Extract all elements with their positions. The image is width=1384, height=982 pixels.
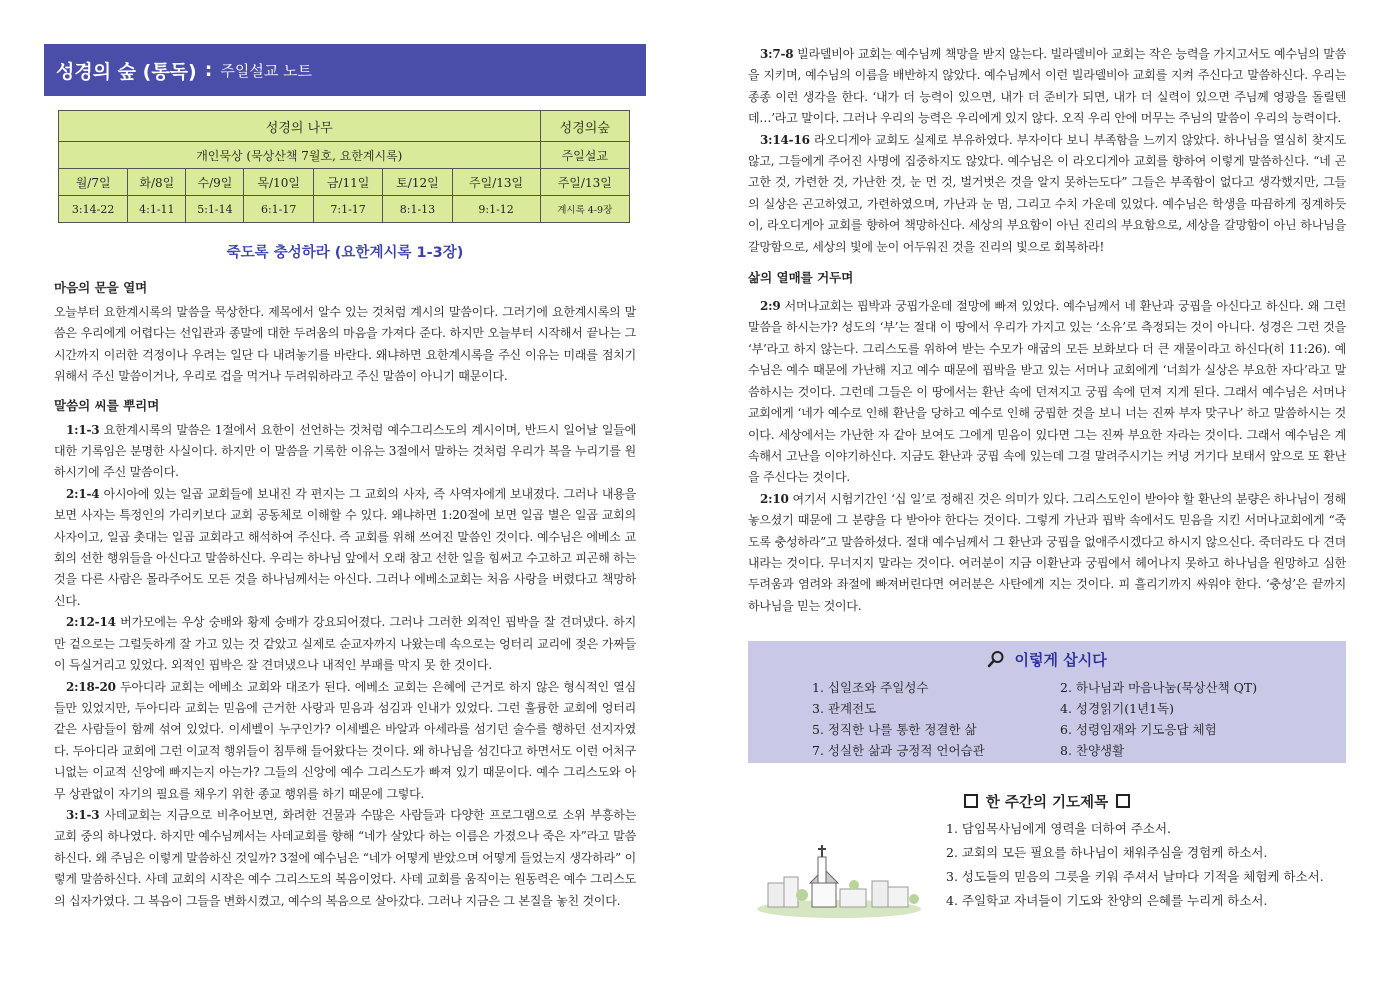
verse-paragraph [748,489,1346,617]
list-item: 2. 하나님과 마음나눔(묵상산책 QT) [1060,680,1258,696]
verse-paragraph [54,677,636,805]
title-bar [44,44,646,96]
verse-paragraph [54,420,636,484]
list-item: 3. 성도들의 믿음의 그릇을 키워 주셔서 날마다 기적을 체험케 하소서. [946,869,1324,885]
verse-ref: 1:1-3 [66,422,100,437]
title-sub: 주일설교 노트 [220,61,313,80]
verse-paragraph [54,612,636,676]
day-row [59,169,630,196]
prayer-title [748,791,1346,812]
right-column [748,44,1346,931]
title-colon: : [204,59,213,81]
sermon-label: 주일설교 [540,142,629,169]
verse-paragraph [54,484,636,612]
sermon-title: 죽도록 충성하라 (요한계시록 1-3장) [226,245,464,261]
magnifier-icon [987,651,1014,669]
verse-text: 요한계시록의 말씀은 1절에서 요한이 선언하는 것처럼 예수그리스도의 계시이며, 반드시 일어날 일들에 대한 기록임은 분명한 사실이다. 하지만 이 말씀을 기록한 이유는 3절에서 말하는 것처럼 우리가 복을 누리기를 원하시기에 주신 말씀이다. [54,422,636,480]
verse-text: 빌라델비아 교회는 예수님께 책망을 받지 않는다. 빌라델비아 교회는 작은 능력을 가지고서도 예수님의 말씀을 지키며, 예수님의 이름을 배반하지 않았다. 예수님께서 이런 빌라델비아 교회를 지켜 주신다고 말씀하신다. 우리는 종종 이런 생각을 한다. ‘내가 더 능력이 있으면, 내가 더 준비가 되면, 내가 더 실력이 있으면 주님께 영광을 돌릴텐데…’라고 말이다. 그러나 우리의 능력은 우리에게 있지 않다. 오직 우리 안에 머무는 주님의 말씀이 우리의 능력이다. [748,47,1346,126]
verse-text: 사데교회는 지금으로 비추어보면, 화려한 건물과 수많은 사람들과 다양한 프로그램으로 소위 부흥하는 교회 중의 하나였다. 하지만 예수님께서는 사데교회를 향해 “네가 살았다 하는 이름은 가졌으나 죽은 자”라고 말씀하신다. 왜 주님은 이렇게 말씀하신 것일까? 3절에 예수님은 “네가 어떻게 받았으며 어떻게 들었는지 생각하라” 이렇게 말씀하신다. 사데 교회의 시작은 예수 그리스도의 복음이었다. 사데 교회를 움직이는 원동력은 예수 그리스도의 십자가였다. 그 복음이 그들을 변화시켰고, 예수의 복음으로 살아갔다. 그러나 지금은 그 본질을 놓친 것이다. [54,807,636,908]
day-cell: 수/9일 [186,169,244,196]
list-item: 4. 성경읽기(1년1독) [1060,701,1175,717]
verse-ref: 2:18-20 [66,679,116,694]
list-item: 5. 정직한 나를 통한 정결한 삶 [812,722,977,738]
list-item: 3. 관계전도 [812,701,877,717]
list-item: 4. 주일학교 자녀들이 기도와 찬양의 은혜를 누리게 하소서. [946,893,1268,909]
verse-paragraph [54,805,636,912]
square-bullet-icon [964,794,978,808]
live-title [748,649,1346,670]
reading-cell: 4:1-11 [128,196,186,223]
devotion-label: 개인묵상 (묵상산책 7월호, 요한계시록) [59,142,541,169]
verse-paragraph [748,44,1346,130]
forest-label: 성경의숲 [540,111,629,142]
reading-cell: 9:1-12 [452,196,540,223]
list-item: 1. 십일조와 주일성수 [812,680,929,696]
reading-cell: 5:1-14 [186,196,244,223]
forest-day-cell: 주일/13일 [540,169,629,196]
list-item: 7. 성실한 삶과 긍정적 언어습관 [812,743,985,759]
reading-cell: 3:14-22 [59,196,128,223]
reading-cell: 8:1-13 [383,196,452,223]
section-heading-sow-word: 말씀의 씨를 뿌리며 [54,397,160,413]
verse-ref: 3:1-3 [66,807,100,822]
live-list [812,678,1346,759]
day-cell: 금/11일 [313,169,382,196]
verse-text: 서머나교회는 핍박과 궁핍가운데 절망에 빠져 있었다. 예수님께서 네 환난과 궁핍을 아신다고 하신다. 왜 그런 말씀을 하시는가? 성도의 ‘부’는 절대 이 땅에서 우리가 가지고 있는 ‘소유’로 측정되는 것이 아니다. 성경은 그런 것을 ‘부’라고 하지 않는다. 그리스도를 위하여 받는 수모가 애굽의 모든 보화보다 더 큰 재물이라고 하신다(히 11:26). 예수님은 예수 때문에 가난해 지고 예수 때문에 핍박을 받고 있는 서머나 교회에게 ‘너희가 실상은 부요한 자다’라고 말씀하시는 것이다. 그런데 그들은 이 땅에서는 환난 속에 던져지고 궁핍 속에 던져 지게 된다. 그래서 예수님은 서머나 교회에게 ‘네가 예수로 인해 환난을 당하고 예수로 인해 궁핍한 것을 보니 너는 진짜 부자 맞구나’ 하고 말씀하시는 것이다. 세상에서는 가난한 자 같아 보여도 그에게 믿음이 있다면 그는 진짜 부요한 자라는 것이다. 그래서 예수님은 계속해서 고난을 이야기하신다. 지금도 환난과 궁핍 속에 있는데 그걸 말려주시기는 커녕 거기다 보태서 앞으로 또 환난을 주신다는 것이다. [748,299,1346,485]
day-cell: 목/10일 [244,169,313,196]
list-item: 2. 교회의 모든 필요를 하나님이 채워주심을 경험케 하소서. [946,845,1268,861]
list-item: 6. 성령임재와 기도응답 체험 [1060,722,1217,738]
day-cell: 화/8일 [128,169,186,196]
verse-text: 라오디게아 교회도 실제로 부유하였다. 부자이다 보니 부족함을 느끼지 않았다. 하나님을 열심히 찾지도 않고, 그들에게 주어진 사명에 집중하지도 않았다. 예수님은 이 라오디게아 교회를 향하여 이렇게 말씀하신다. “네 곤고한 것, 가련한 것, 가난한 것, 눈 먼 것, 벌거벗은 것을 알지 못하는도다” 그들은 부족함이 없다고 생각했지만, 그들의 실상은 곤고하였고, 가련하였으며, 가난과 눈 멈, 그리고 수치 가운데 있었다. 예수님은 학생을 따끔하게 징계하듯이, 라오디게아 교회를 향하여 책망하신다. 세상의 부요함이 아닌 진리의 부요함으로, 세상을 갈망함이 아닌 하나님을 갈망함으로, 세상의 빛에 눈이 어두워진 것을 진리의 빛으로 회복하라! [748,132,1346,254]
section-heading-harvest: 삶의 열매를 거두며 [748,270,854,286]
reading-schedule-table [58,110,630,223]
prayer-title-text: 한 주간의 기도제목 [985,795,1109,812]
day-cell: 주일/13일 [452,169,540,196]
list-item: 8. 찬양생활 [1060,743,1125,759]
verse-ref: 2:12-14 [66,615,116,630]
verse-ref: 3:14-16 [760,132,810,147]
verse-ref: 3:7-8 [760,47,794,61]
reading-cell: 7:1-17 [313,196,382,223]
verse-text: 여기서 시험기간인 ‘십 일’로 정해진 것은 의미가 있다. 그리스도인이 받아야 할 환난의 분량은 하나님이 정해놓으셨기 때문에 그 분량을 다 받아야 한다는 것이다. 그렇게 가난과 핍박 속에서도 믿음을 지킨 서머나교회에게 “죽도록 충성하라”고 말씀하셨다. 절대 예수님께서 그 환난과 궁핍을 없애주시겠다고 하시지 않으신다. 죽더라도 다 견뎌내라는 것이다. 무너지지 말라는 것이다. 여러분이 지금 이환난과 궁핍에서 헤어나지 못하고 하나님을 원망하고 심한 두려움과 염려와 좌절에 빠져버린다면 여러분은 사탄에게 지는 것이다. 피 흘리기까지 싸워야 한다. ‘충성’은 끝까지 하나님을 믿는 것이다. [748,491,1346,613]
verse-text: 아시아에 있는 일곱 교회들에 보내진 각 편지는 그 교회의 사자, 즉 사역자에게 보내졌다. 그러나 내용을 보면 사자는 특정인의 가리키보다 교회 공동체로 이해할 수 있다. 왜냐하면 1:20절에 보면 일곱 별은 일곱 교회의 사자이고, 일곱 촛대는 일곱 교회라고 해석하여 주신다. 즉 교회를 위해 쓰여진 말씀인 것이다. 예수님은 에베소 교회의 선한 행위들을 아신다고 말씀하신다. 우리는 하나님 앞에서 오래 참고 선한 일을 힘써고 수고하고 피곤해 하는 것을 다른 사람은 몰라주어도 모든 것을 하나님께서는 아신다. 그러나 에베소교회는 처음 사랑을 버렸다고 책망하신다. [54,486,636,608]
live-this-way-box [748,641,1346,763]
verse-text: 버가모에는 우상 숭배와 황제 숭배가 강요되어졌다. 그러나 그러한 외적인 핍박을 잘 견뎌냈다. 하지만 겉으로는 그럴듯하게 잘 가고 있는 것 같았고 실제로 순교자까지 나왔는데 속으로는 엉터리 교리에 젖은 가짜들이 득실거리고 있었다. 외적인 핍박은 잘 견뎌냈으나 내적인 부패를 막지 못 한 것이다. [54,615,636,673]
tree-label: 성경의 나무 [59,111,541,142]
day-cell: 토/12일 [383,169,452,196]
verse-ref: 2:1-4 [66,486,100,501]
reading-row [59,196,630,223]
left-column [44,44,646,912]
intro-paragraph: 오늘부터 요한계시록의 말씀을 묵상한다. 제목에서 알수 있는 것처럼 계시의 말씀이다. 그러기에 요한계시록의 말씀은 우리에게 어렵다는 선입관과 종말에 대한 두려움의 마음을 가져다 준다. 하지만 오늘부터 시작해서 끝나는 그 시간까지 이러한 걱정이나 우려는 일단 다 내려놓기를 바란다. 왜냐하면 요한계시록을 주신 이유는 미래를 점치기 위해서 주신 말씀이거나, 우리로 겁을 먹거나 두려워하라고 주신 말씀이 아니기 때문이다. [54,305,636,384]
forest-reading-cell: 계시록 4-9장 [540,196,629,223]
verse-paragraph [748,296,1346,489]
verse-paragraph [748,130,1346,258]
section-heading-open-heart: 마음의 문을 열며 [54,280,148,295]
day-cell: 월/7일 [59,169,128,196]
verse-ref: 2:9 [760,299,781,314]
verse-text: 두아디라 교회는 에베소 교회와 대조가 된다. 에베소 교회는 은혜에 근거로 하지 않은 형식적인 열심들만 있었지만, 두아디라 교회는 믿음에 근거한 사랑과 믿음과 섬김과 인내가 있었다. 그런 훌륭한 교회에 엉터리 같은 사람들이 함께 섞여 있었다. 이세벨이 누구인가? 이세벨은 바알과 아세라를 섬기던 술수를 행하던 선지자였다. 두아디라 교회에 그런 이교적 행위들이 침투해 들어왔다는 것이다. 왜 하나님을 섬긴다고 하면서도 이런 어처구니없는 이교적 신앙에 빠지는지 아는가? 그들의 신앙에 예수 그리스도가 빠져 있기 때문이다. 예수 그리스도와 아무 상관없이 자기의 필요를 채우기 위한 종교 행위를 하기 때문에 그렇다. [54,679,636,801]
church-illustration [754,843,924,923]
list-item: 1. 담임목사님에게 영력을 더하여 주소서. [946,821,1171,837]
prayer-section [748,791,1346,931]
title-main: 성경의 숲 (통독) [56,60,197,83]
square-bullet-icon [1116,794,1130,808]
reading-cell: 6:1-17 [244,196,313,223]
verse-ref: 2:10 [760,491,789,506]
prayer-list [946,817,1324,913]
live-title-text: 이렇게 삽시다 [1014,651,1107,670]
